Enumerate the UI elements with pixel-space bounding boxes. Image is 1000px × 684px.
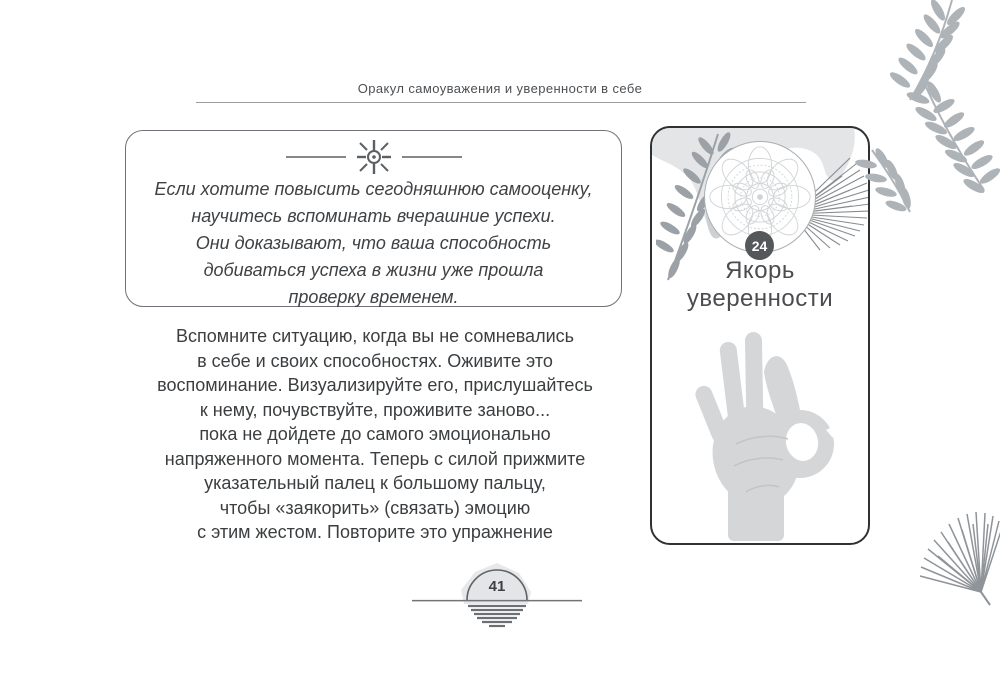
oracle-card [650, 126, 870, 545]
body-line: Вспомните ситуацию, когда вы не сомневались [175, 326, 575, 346]
body-line: указательный палец к большому пальцу, [204, 473, 546, 493]
quote-line: добиваться успеха в жизни уже прошла [203, 260, 544, 280]
quote-line: Если хотите повысить сегодняшнюю самооценку, [154, 179, 593, 199]
card-title [652, 257, 868, 313]
ok-hand-icon [678, 326, 848, 541]
page-number: 41 [488, 578, 506, 595]
sunrise-page-ornament [397, 560, 597, 638]
body-line: с этим жестом. Повторите это упражнение [197, 522, 553, 542]
card-number: 24 [751, 237, 768, 254]
body-line: в себе и своих способностях. Оживите это [197, 350, 553, 371]
card-title-line: Якорь [725, 257, 795, 284]
willow-branches-icon [852, 0, 1000, 232]
body-line: воспоминание. Визуализируйте его, прислушайтесь [157, 375, 593, 395]
body-line: напряженного момента. Теперь с силой прижмите [164, 448, 586, 469]
card-number-badge [745, 231, 774, 260]
quote-line: проверку временем. [288, 287, 459, 307]
body-line: чтобы «заякорить» (связать) эмоцию [219, 497, 531, 518]
sun-star-divider-icon [284, 139, 464, 175]
quote-box [125, 130, 622, 307]
page-header-title: Оракул самоуважения и уверенности в себе [357, 81, 643, 96]
body-line: к нему, почувствуйте, проживите заново... [199, 399, 551, 420]
quote-line: Они доказывают, что ваша способность [195, 233, 552, 253]
header-divider-line [196, 102, 806, 103]
palm-fan-icon [918, 512, 1000, 608]
quote-text [126, 176, 621, 311]
body-text [100, 324, 650, 545]
card-title-line: уверенности [686, 285, 834, 312]
body-line: пока не дойдете до самого эмоционально [199, 424, 551, 444]
quote-line: научитесь вспоминать вчерашние успехи. [191, 206, 556, 226]
